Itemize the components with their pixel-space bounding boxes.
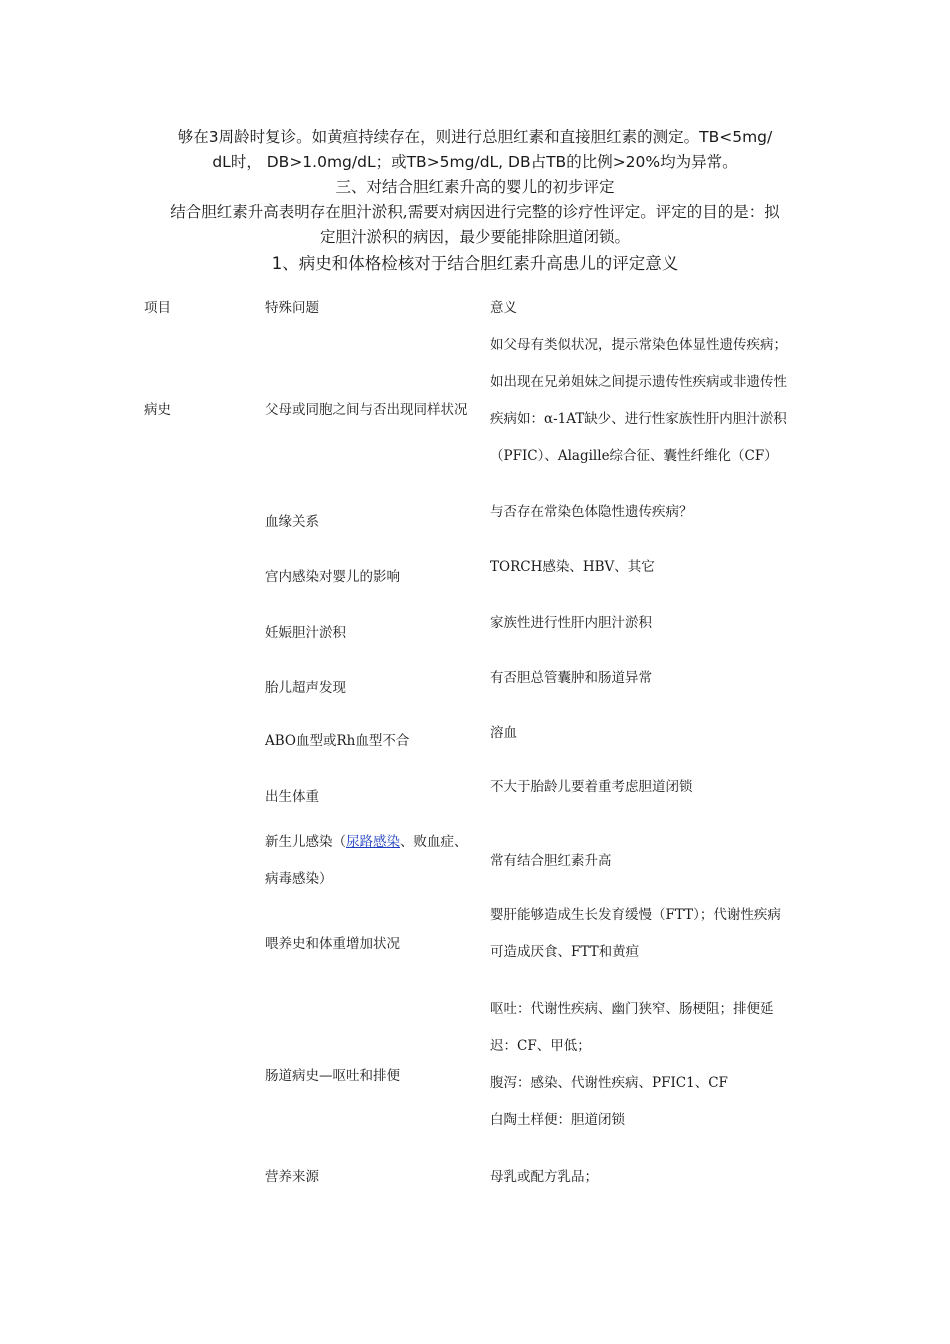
meaning-cell: 不大于胎龄儿要着重考虑胆道闭锁 [490,779,693,795]
meaning-line: 疾病如：α-1AT缺少、进行性家族性肝内胆汁淤积 [490,411,787,427]
header-question: 特殊问题 [265,300,319,316]
meaning-cell: 常有结合胆红素升高 [490,853,612,869]
question-cell: 妊娠胆汁淤积 [265,625,346,641]
meaning-cell: 与否存在常染色体隐性遗传疾病？ [490,504,693,520]
meaning-line: 婴肝能够造成生长发育缓慢（FTT）；代谢性疾病 [490,907,781,923]
section-heading-3: 三、对结合胆红素升高的婴儿的初步评定 [335,178,615,196]
meaning-cell: 家族性进行性肝内胆汁淤积 [490,615,652,631]
meaning-line: 白陶土样便：胆道闭锁 [490,1112,625,1128]
intro-line-1: 够在3周龄时复诊。如黄疸持续存在，则进行总胆红素和直接胆红素的测定。TB<5mg/ [177,128,773,146]
category-label: 病史 [144,402,171,418]
table-title: 1、病史和体格检核对于结合胆红素升高患儿的评定意义 [271,254,679,273]
meaning-line: 如出现在兄弟姐妹之间提示遗传性疾病或非遗传性 [490,374,787,390]
meaning-cell: 母乳或配方乳品； [490,1169,598,1185]
question-cell: 肠道病史—呕吐和排便 [265,1068,400,1084]
meaning-line: 呕吐：代谢性疾病、幽门狭窄、肠梗阻；排便延 [490,1001,774,1017]
meaning-line: 腹泻：感染、代谢性疾病、PFIC1、CF [490,1075,728,1091]
header-item: 项目 [144,300,171,316]
question-cell: ABO血型或Rh血型不合 [265,733,410,749]
question-cell: 父母或同胞之间与否出现同样状况 [265,402,468,418]
intro-block [140,125,810,277]
meaning-line: 可造成厌食、FTT和黄疸 [490,944,640,960]
intro-paragraph-line-2: 定胆汁淤积的病因，最少要能排除胆道闭锁。 [319,228,630,246]
question-prefix: 新生儿感染（ [265,834,346,850]
meaning-line: 迟：CF、甲低； [490,1038,591,1054]
meaning-line: 如父母有类似状况，提示常染色体显性遗传疾病； [490,337,787,353]
intro-line-2: dL时， DB>1.0mg/dL；或TB>5mg/dL, DB占TB的比例>20%均为异常。 [212,153,738,171]
question-cell: 血缘关系 [265,514,319,530]
question-cell [265,824,487,898]
meaning-line: （PFIC）、Alagille综合征、囊性纤维化（CF） [490,448,778,464]
meaning-cell: 溶血 [490,725,517,741]
question-suffix: 、败血症、 [400,834,468,850]
meaning-cell [490,897,814,971]
meaning-cell [490,991,814,1139]
meaning-cell [490,327,814,475]
question-cell: 喂养史和体重增加状况 [265,936,400,952]
question-line [265,824,487,861]
question-cell: 宫内感染对婴儿的影响 [265,569,400,585]
question-cell: 胎儿超声发现 [265,680,346,696]
question-line: 病毒感染） [265,871,333,887]
header-meaning: 意义 [490,300,517,316]
question-cell: 营养来源 [265,1169,319,1185]
question-cell: 出生体重 [265,789,319,805]
meaning-cell: 有否胆总管囊肿和肠道异常 [490,670,652,686]
urinary-infection-link[interactable]: 尿路感染 [346,834,400,850]
meaning-cell: TORCH感染、HBV、其它 [490,559,655,575]
intro-paragraph-line-1: 结合胆红素升高表明存在胆汁淤积,需要对病因进行完整的诊疗性评定。评定的目的是：拟 [170,203,780,221]
